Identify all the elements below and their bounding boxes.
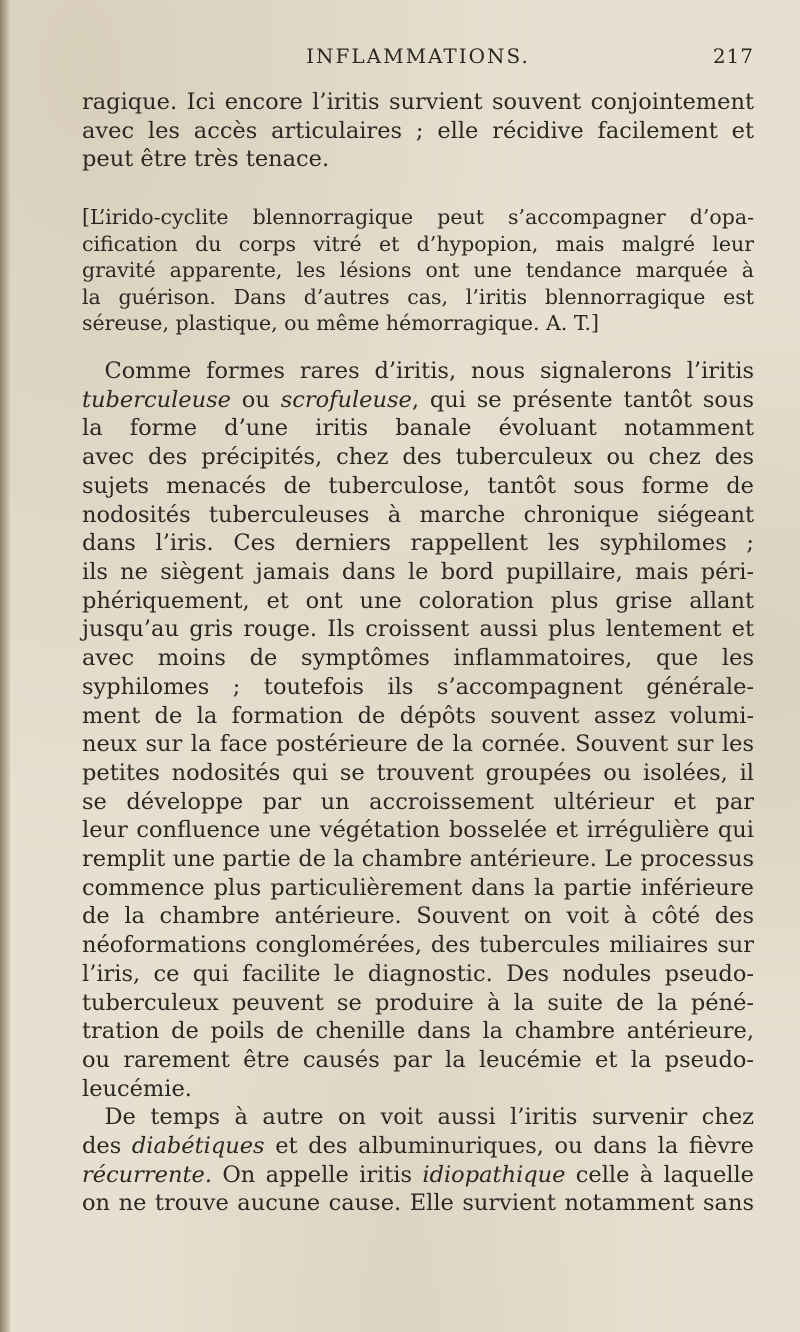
text-line: séreuse, plastique, ou même hémorragique. A. T.] [82,311,600,336]
text-line: gravité apparente, les lésions ont une tendance marquée à [82,258,754,283]
text-line: nodosités tuberculeuses à marche chronique siégeant [82,501,754,528]
paragraph-3 [82,357,754,1103]
text-line: cification du corps vitré et d’hypopion, mais malgré leur [82,231,754,256]
text-run: De temps à autre on voit aussi l’iritis survenir chez [104,1104,754,1131]
text-run: On appelle iritis [212,1161,423,1188]
text-line: l’iris, ce qui facilite le diagnostic. Des nodules pseudo- [82,960,754,987]
italic-term: tuberculeuse [82,386,231,413]
italic-term: scrofuleuse [280,386,412,413]
text-line [82,1161,754,1190]
text-line: remplit une partie de la chambre antérieure. Le processus [82,846,754,873]
text-run: Comme formes rares d’iritis, nous signalerons l’iritis [104,358,754,385]
italic-term: récurrente. [82,1161,212,1188]
text-line: dans l’iris. Ces derniers rappellent les syphilomes ; [82,530,754,557]
body-text [82,88,754,1218]
text-line: se développe par un accroissement ultérieur et par [82,788,754,815]
paragraph-2-note [82,204,754,337]
italic-term: idiopathique [422,1161,566,1188]
text-run: et des albuminuriques, ou dans la fièvre [264,1133,754,1160]
text-line: peut être très tenace. [82,146,330,173]
text-line: avec des précipités, chez des tuberculeux ou chez des [82,444,754,471]
text-line: la guérison. Dans d’autres cas, l’iritis blennorragique est [82,284,754,309]
text-line: tration de poils de chenille dans la chambre antérieure, [82,1018,754,1045]
text-run: ou [230,386,281,413]
text-line: de la chambre antérieure. Souvent on voit à côté des [82,903,754,930]
text-line: leucémie. [82,1075,192,1102]
text-line: tuberculeux peuvent se produire à la suite de la péné- [82,989,754,1016]
text-line: ils ne siègent jamais dans le bord pupillaire, mais péri- [82,559,754,585]
page-binding-shadow [0,0,10,1332]
text-line: petites nodosités qui se trouvent groupées ou isolées, il [82,759,754,786]
italic-term: diabétiques [131,1133,265,1160]
text-line: leur confluence une végétation bosselée et irrégulière qui [82,817,754,844]
text-line [82,357,754,386]
text-line: phériquement, et ont une coloration plus grise allant [82,587,754,614]
page-number: 217 [712,44,754,68]
text-line: on ne trouve aucune cause. Elle survient notamment sans [82,1190,754,1217]
page-header [82,44,754,74]
text-line: jusqu’au gris rouge. Ils croissent aussi plus lentement et [82,616,754,643]
paragraph-1 [82,88,754,174]
text-line: avec moins de symptômes inflammatoires, que les [82,645,754,672]
running-head: INFLAMMATIONS. [306,44,530,68]
text-line: [L’irido-cyclite blennorragique peut s’accompagner d’opa- [82,205,754,230]
paragraph-4 [82,1103,754,1218]
text-line: sujets menacés de tuberculose, tantôt sous forme de [82,472,754,499]
text-run: celle à laquelle [565,1161,754,1188]
text-run: , qui se présente tantôt sous [411,386,754,413]
text-line: la forme d’une iritis banale évoluant notamment [82,415,754,442]
text-line: ment de la formation de dépôts souvent assez volumi- [82,702,754,729]
text-line: commence plus particulièrement dans la partie inférieure [82,874,754,901]
text-line: avec les accès articulaires ; elle récidive facilement et [82,117,754,144]
text-line: syphilomes ; toutefois ils s’accompagnent générale- [82,673,754,700]
text-line: neux sur la face postérieure de la cornée. Souvent sur les [82,731,754,758]
text-line: ou rarement être causés par la leucémie et la pseudo- [82,1046,754,1073]
text-line [82,386,754,415]
text-line: ragique. Ici encore l’iritis survient souvent conjointement [82,89,754,115]
text-run: des [82,1133,132,1160]
text-line [82,1103,754,1132]
text-line: néoformations conglomérées, des tubercules miliaires sur [82,932,754,959]
text-line [82,1132,754,1161]
